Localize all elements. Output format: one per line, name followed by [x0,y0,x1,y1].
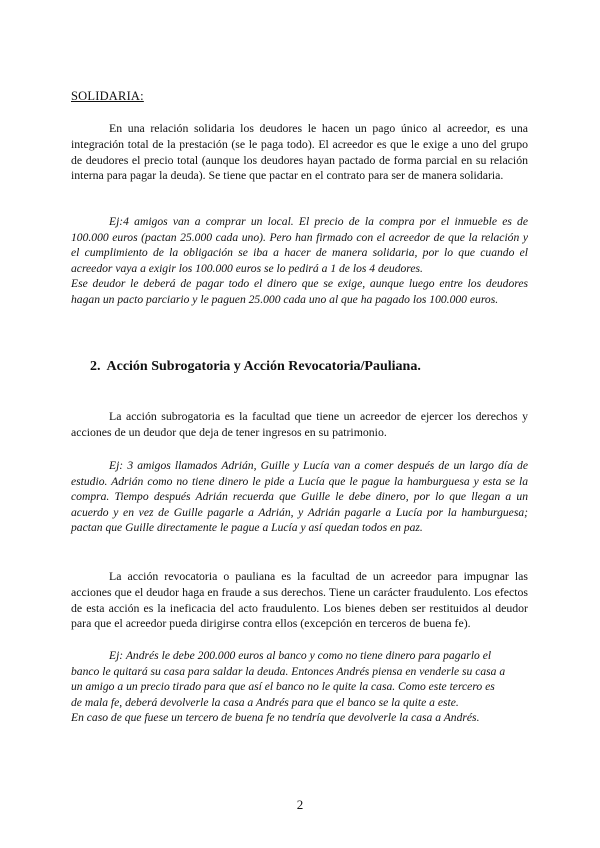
example-solidaria [71,214,528,308]
example-solidaria-extra: Ese deudor le deberá de pagar todo el dinero que se exige, aunque luego entre los deudores hagan un pacto parciario y le paguen 25.000 cada uno al que ha pagado los 100.000 euros. [71,277,528,306]
page-number: 2 [296,797,304,812]
heading-number: 2. [90,359,101,374]
example-subrogatoria-text: Ej: 3 amigos llamados Adrián, Guille y Lucía van a comer después de un largo día de estudio. Adrián como no tiene dinero le pide a Lucía que le pague la hamburguesa y esta se la compra. Tiempo después Adrián recuerda que Guille le debe dinero, por lo que llegan a un acuerdo y en vez de Guille pagarle a Adrián, y Adrián pagarle a Lucía por la hamburguesa; pactan que Guille directamente le pague a Lucía y así quedan todos en paz. [71,459,528,535]
paragraph-subrogatoria-text: La acción subrogatoria es la facultad que tiene un acreedor de ejercer los derechos y acciones de un deudor que deja de tener ingresos en su patrimonio. [71,409,528,439]
example-subrogatoria [71,458,528,536]
paragraph-subrogatoria [71,409,528,441]
paragraph-solidaria [71,121,528,184]
paragraph-solidaria-text: En una relación solidaria los deudores le hacen un pago único al acreedor, es una integración total de la prestación (se le paga todo). El acreedor es que le exige a uno del grupo de deudores el precio total (aunque los deudores hayan pactado de forma parcial en su relación interna para pagar la deuda). Se tiene que pactar en el contrato para ser de manera solidaria. [71,121,528,183]
section-heading [90,359,421,375]
example-revocatoria-line: de mala fe, deberá devolverle la casa a Andrés para que el banco se la quite a este. [71,695,459,709]
section-title: SOLIDARIA: [71,89,144,103]
example-revocatoria-line: banco le quitará su casa para saldar la deuda. Entonces Andrés piensa en venderle su casa a [71,664,506,678]
example-solidaria-main: Ej:4 amigos van a comprar un local. El precio de la compra por el inmueble es de 100.000 euros (pactan 25.000 cada uno). Pero han firmado con el acreedor de que la relación y el cumplimiento de la obligación se iba a hacer de manera solidaria, por lo que cuando el acreedor vaya a exigir los 100.000 euros se lo pedirá a 1 de los 4 deudores. [71,215,528,275]
example-revocatoria-line: Ej: Andrés le debe 200.000 euros al banco y como no tiene dinero para pagarlo el [109,649,492,662]
example-revocatoria [71,648,528,726]
paragraph-revocatoria-text: La acción revocatoria o pauliana es la facultad de un acreedor para impugnar las acciones que el deudor haga en fraude a sus derechos. Tiene un carácter fraudulento. Los efectos de esta acción es la ineficacia del acto fraudulento. Los bienes deben ser restituidos al deudor para que el acreedor pueda dirigirse contra ellos (excepción en terceros de buena fe). [71,569,528,631]
paragraph-revocatoria [71,569,528,632]
example-revocatoria-line: un amigo a un precio tirado para que así el banco no le quite la casa. Como este tercero es [71,680,495,694]
example-revocatoria-line: En caso de que fuese un tercero de buena fe no tendría que devolverle la casa a Andrés. [71,711,480,725]
heading-text: Acción Subrogatoria y Acción Revocatoria/Pauliana. [106,359,421,374]
